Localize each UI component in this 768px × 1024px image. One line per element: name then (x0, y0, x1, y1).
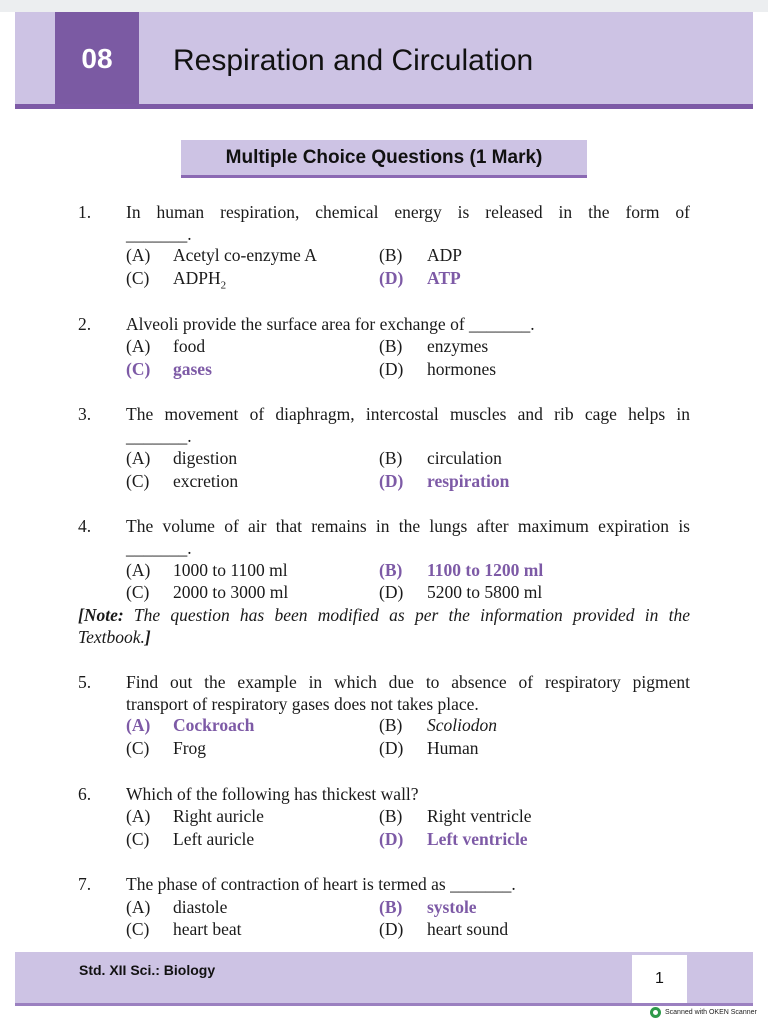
chapter-number: 08 (55, 12, 139, 105)
option-text (173, 267, 226, 297)
correct-option-text: Cockroach (173, 715, 255, 735)
section-title: Multiple Choice Questions (1 Mark) (181, 140, 587, 178)
option-text: ADP (427, 245, 463, 265)
question-text: In human respiration, chemical energy is released in the form of (126, 202, 690, 222)
option-letter: (C) (126, 582, 150, 602)
option-letter: (D) (379, 738, 404, 758)
page-number: 1 (632, 955, 687, 1003)
option-letter: (D) (379, 919, 404, 939)
option-letter: (A) (126, 336, 151, 356)
correct-option-letter: (B) (379, 897, 403, 917)
question-blank: _______. (126, 224, 192, 244)
option-letter: (A) (126, 806, 151, 826)
option-text: heart beat (173, 919, 242, 939)
option-letter: (A) (126, 897, 151, 917)
note-label: [Note: (78, 605, 124, 625)
option-letter: (C) (126, 268, 150, 288)
correct-option-text: respiration (427, 471, 510, 491)
scanner-watermark (650, 1007, 757, 1018)
question-number: 4. (78, 516, 92, 536)
correct-option-letter: (C) (126, 359, 151, 379)
option-letter: (B) (379, 715, 403, 735)
chapter-header-rule (15, 104, 753, 109)
correct-option-letter: (A) (126, 715, 151, 735)
note-end: ] (144, 627, 151, 647)
question-text-continued: transport of respiratory gases does not takes place. (126, 694, 479, 714)
option-letter: (B) (379, 448, 403, 468)
question-number: 3. (78, 404, 92, 424)
chapter-title: Respiration and Circulation (173, 44, 534, 77)
option-letter: (C) (126, 471, 150, 491)
option-letter: (C) (126, 829, 150, 849)
correct-option-letter: (D) (379, 829, 404, 849)
option-letter: (C) (126, 738, 150, 758)
question-number: 2. (78, 314, 92, 334)
question-number: 6. (78, 784, 92, 804)
footer-rule (15, 1003, 753, 1006)
oken-scanner-logo-icon (650, 1007, 661, 1018)
question-number: 1. (78, 202, 92, 222)
option-text: Right auricle (173, 806, 264, 826)
option-text: Right ventricle (427, 806, 532, 826)
question-blank: _______. (126, 538, 192, 558)
option-letter: (B) (379, 245, 403, 265)
option-text: 2000 to 3000 ml (173, 582, 289, 602)
option-subscript: 2 (220, 279, 227, 292)
top-strip (0, 0, 768, 12)
option-text: enzymes (427, 336, 489, 356)
question-text: Which of the following has thickest wall? (126, 784, 419, 804)
question-number: 7. (78, 874, 92, 894)
correct-option-letter: (D) (379, 471, 404, 491)
note (78, 604, 690, 648)
correct-option-letter: (D) (379, 268, 404, 288)
correct-option-text: Left ventricle (427, 829, 528, 849)
option-text: digestion (173, 448, 238, 468)
option-letter: (D) (379, 582, 404, 602)
correct-option-text: 1100 to 1200 ml (427, 560, 544, 580)
option-text: 5200 to 5800 ml (427, 582, 543, 602)
option-text: hormones (427, 359, 497, 379)
option-letter: (C) (126, 919, 150, 939)
option-text-main: ADPH (173, 268, 221, 288)
option-text: Acetyl co-enzyme A (173, 245, 317, 265)
option-text: diastole (173, 897, 228, 917)
option-letter: (A) (126, 448, 151, 468)
question-text: Find out the example in which due to absence of respiratory pigment (126, 672, 690, 692)
option-text: heart sound (427, 919, 509, 939)
option-text: excretion (173, 471, 239, 491)
correct-option-letter: (B) (379, 560, 403, 580)
question-text: The movement of diaphragm, intercostal muscles and rib cage helps in (126, 404, 690, 424)
question-text: The phase of contraction of heart is termed as _______. (126, 874, 516, 894)
option-letter: (A) (126, 560, 151, 580)
option-text: food (173, 336, 206, 356)
option-letter: (A) (126, 245, 151, 265)
option-letter: (B) (379, 336, 403, 356)
correct-option-text: systole (427, 897, 477, 917)
option-letter: (D) (379, 359, 404, 379)
scanner-watermark-text: Scanned with OKEN Scanner (665, 1009, 757, 1016)
option-text: Human (427, 738, 479, 758)
question-text: The volume of air that remains in the lungs after maximum expiration is (126, 516, 690, 536)
question-text: Alveoli provide the surface area for exchange of _______. (126, 314, 535, 334)
question-number: 5. (78, 672, 92, 692)
option-letter: (B) (379, 806, 403, 826)
footer-book-title: Std. XII Sci.: Biology (79, 962, 216, 978)
note-text: The question has been modified as per the information provided in the Textbook. (78, 605, 690, 647)
option-text: Frog (173, 738, 207, 758)
option-text: circulation (427, 448, 502, 468)
correct-option-text: gases (173, 359, 212, 379)
option-text: Left auricle (173, 829, 255, 849)
option-text: Scoliodon (427, 715, 497, 735)
correct-option-text: ATP (427, 268, 461, 288)
option-text: 1000 to 1100 ml (173, 560, 288, 580)
question-blank: _______. (126, 426, 192, 446)
